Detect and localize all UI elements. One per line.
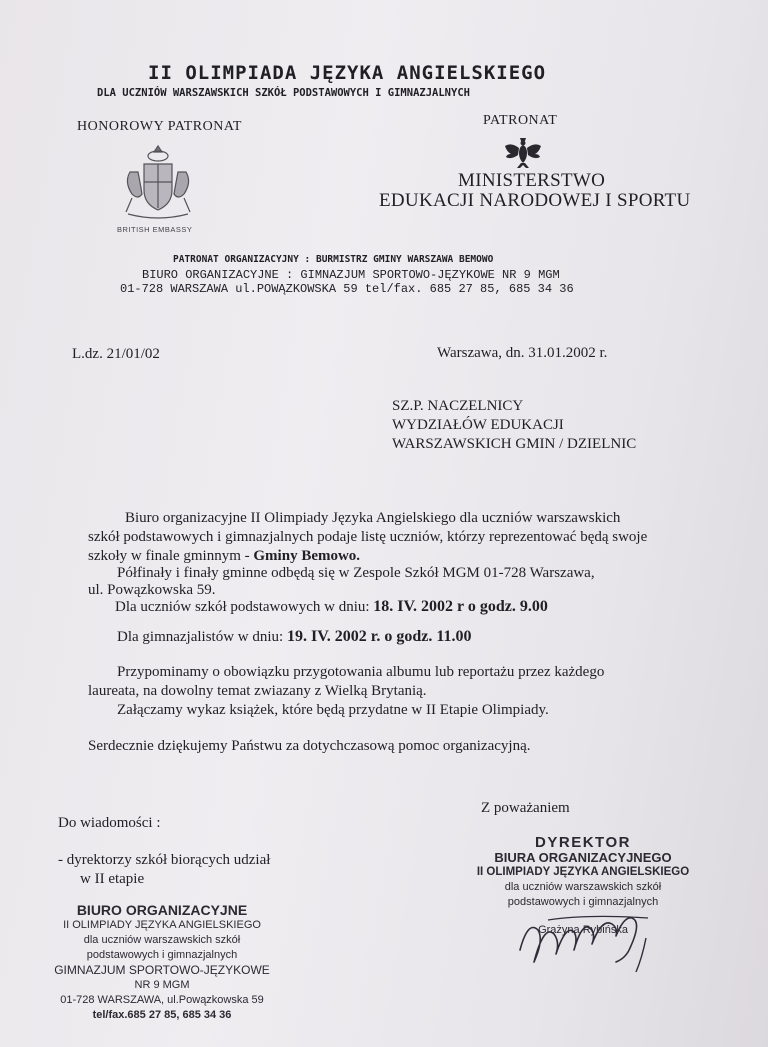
body-p6: Załączamy wykaz książek, które będą przydatne w II Etapie Olimpiady.: [117, 702, 549, 718]
ministry-name-line1: MINISTERSTWO: [458, 170, 606, 191]
patron-label: PATRONAT: [483, 113, 558, 128]
schedule-gimnazjum-label: Dla gimnazjalistów w dniu:: [117, 629, 287, 645]
cc-label: Do wiadomości :: [58, 815, 161, 831]
stamp-right-line1: DYREKTOR: [535, 834, 631, 851]
stamp-right-line5: podstawowych i gimnazjalnych: [507, 896, 659, 908]
recipient-line2: WYDZIAŁÓW EDUKACJI: [392, 417, 564, 433]
stamp-left-line4: podstawowych i gimnazjalnych: [86, 949, 238, 961]
coat-of-arms-icon: [110, 142, 206, 233]
body-p2-line2: ul. Powązkowska 59.: [88, 582, 216, 598]
honorary-patron-label: HONOROWY PATRONAT: [77, 119, 242, 134]
eagle-emblem-icon: [503, 135, 543, 174]
body-p1-line3: [88, 548, 360, 565]
body-p1-line1: Biuro organizacyjne II Olimpiady Języka Angielskiego dla uczniów warszawskich: [125, 510, 621, 526]
handwritten-signature: [508, 890, 698, 990]
schedule-gimnazjum-date: 19. IV. 2002 r. o godz. 11.00: [286, 628, 472, 645]
body-p1-line3-text: szkoły w finale gminnym -: [88, 548, 254, 564]
cc-item-line2: w II etapie: [80, 871, 145, 887]
body-p7: Serdecznie dziękujemy Państwu za dotychczasową pomoc organizacyjną.: [88, 738, 531, 754]
stamp-left: [28, 903, 296, 1023]
body-p1-line2: szkół podstawowych i gimnazjalnych podaje listę uczniów, którzy reprezentować będą swoje: [88, 529, 648, 545]
closing-salutation: Z poważaniem: [481, 800, 570, 816]
stamp-left-line2: II OLIMPIADY JĘZYKA ANGIELSKIEGO: [63, 919, 261, 931]
body-p2-line1: Półfinały i finały gminne odbędą się w Zespole Szkół MGM 01-728 Warszawa,: [117, 565, 595, 581]
org-address-line: 01-728 WARSZAWA ul.POWĄZKOWSKA 59 tel/fax. 685 27 85, 685 34 36: [120, 282, 574, 296]
district-name: Gminy Bemowo.: [253, 548, 361, 564]
stamp-left-line6: NR 9 MGM: [134, 979, 190, 991]
place-date: Warszawa, dn. 31.01.2002 r.: [437, 345, 608, 361]
stamp-right-line2: BIURA ORGANIZACYJNEGO: [494, 850, 672, 865]
cc-item-line1: - dyrektorzy szkół biorących udział: [58, 852, 271, 868]
stamp-left-line8: tel/fax.685 27 85, 685 34 36: [92, 1009, 232, 1021]
stamp-left-line3: dla uczniów warszawskich szkół: [83, 934, 241, 946]
reference-number: L.dz. 21/01/02: [72, 346, 160, 362]
stamp-right-line6: Grażyna Rybińska: [538, 924, 628, 936]
stamp-left-line1: BIURO ORGANIZACYJNE: [76, 902, 248, 918]
ministry-name-line2: EDUKACJI NARODOWEJ I SPORTU: [379, 190, 691, 211]
schedule-primary: [115, 598, 548, 616]
schedule-primary-label: Dla uczniów szkół podstawowych w dniu:: [115, 599, 374, 615]
schedule-primary-date: 18. IV. 2002 r o godz. 9.00: [373, 598, 548, 615]
british-embassy-label: BRITISH EMBASSY: [117, 225, 193, 234]
org-office-line: BIURO ORGANIZACYJNE : GIMNAZJUM SPORTOWO-JĘZYKOWE NR 9 MGM: [142, 268, 560, 282]
schedule-gimnazjum: [117, 628, 471, 646]
org-patron-line: PATRONAT ORGANIZACYJNY : BURMISTRZ GMINY WARSZAWA BEMOWO: [173, 254, 494, 265]
stamp-left-line7: 01-728 WARSZAWA, ul.Powązkowska 59: [60, 994, 264, 1006]
stamp-right-line4: dla uczniów warszawskich szkół: [504, 881, 662, 893]
body-p5-line1: Przypominamy o obowiązku przygotowania albumu lub reportażu przez każdego: [117, 664, 605, 680]
stamp-right-line3: II OLIMPIADY JĘZYKA ANGIELSKIEGO: [476, 866, 690, 878]
letterhead-title: II OLIMPIADA JĘZYKA ANGIELSKIEGO: [148, 62, 547, 84]
recipient-line3: WARSZAWSKICH GMIN / DZIELNIC: [392, 436, 637, 452]
recipient-line1: SZ.P. NACZELNICY: [392, 398, 524, 414]
stamp-left-line5: GIMNAZJUM SPORTOWO-JĘZYKOWE: [54, 963, 270, 977]
letterhead-subtitle: DLA UCZNIÓW WARSZAWSKICH SZKÓŁ PODSTAWOWYCH I GIMNAZJALNYCH: [97, 87, 470, 99]
body-p5-line2: laureata, na dowolny temat zwiazany z Wielką Brytanią.: [88, 683, 427, 699]
